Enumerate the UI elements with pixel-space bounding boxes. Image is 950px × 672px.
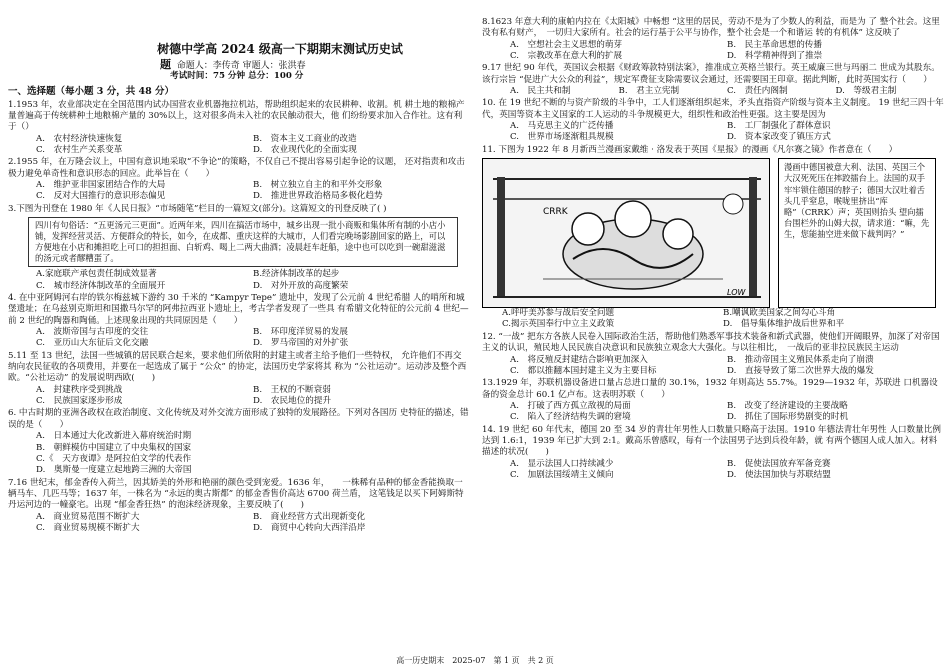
option[interactable]: A. 日本通过大化改新进入幕府统治时期	[36, 431, 192, 442]
paper-title: 树德中学高 2024 级高一下期期末测试历史试	[157, 42, 403, 56]
option[interactable]: A. 封建秩序受到挑战	[36, 384, 123, 395]
option[interactable]: A. 波斯帝国与古印度的交往	[36, 327, 149, 338]
question-8: 8.1623 年意大利的康帕内拉在《太阳城》中畅想 “这里的居民，劳动不是为了少数人的利益，而是为 了 整个社会。这里没有私有财产， 一切归大家所有。社会的运行基于公平与协作，整个社会是一个和谐运 转的有机体” 这反映了	[482, 17, 940, 39]
option[interactable]: B. 树立独立自主的和平外交形象	[253, 179, 383, 190]
question-11: 11. 下图为 1922 年 8 月新西兰漫画家戴维 · 洛发表于英国《星报》的漫画《凡尔赛之镜》作者意在（ ）	[482, 144, 898, 155]
cartoon-image	[482, 158, 770, 308]
option[interactable]: A. 商业贸易范围不断扩大	[36, 511, 140, 522]
option[interactable]: C. 农村生产关系变革	[36, 144, 123, 155]
title-tail: 题	[160, 58, 171, 71]
question-10: 10. 在 19 世纪不断的与资产阶级的斗争中，工人们逐渐组织起来，矛头直指资产阶级与资本主义制度。 19 世纪三四十年代，英国等资本主义国家的工人运动的斗争规模更大，组织性和政治性更强。这主要是因为	[482, 98, 944, 120]
question-7-options	[8, 512, 470, 535]
question-2: 2.1955 年，在万隆会议上，中国有意识地采取“不争论”的策略，不仅自己不提出容易引起争论的议题， 还对指责和攻击极力避免单奇性和意识形态的回应。此举旨在（ ）	[8, 157, 465, 179]
question-4-options	[8, 327, 470, 350]
option[interactable]: D. 倡导集体维护战后世界和平	[723, 319, 845, 330]
question-14-options	[482, 459, 944, 482]
option[interactable]: A. 维护亚非国家团结合作的大局	[36, 179, 166, 190]
option[interactable]: C.揭示英国奉行中立主义政策	[502, 319, 615, 330]
question-5-options	[8, 385, 470, 408]
newspaper-excerpt-box: 四川有句俗话：“五更汤元三更面”。近两年来，四川在搞活市场中，城乡出现一批小商贩和集体所有制的小店小铺，发挥经营灵活、方便群众的特长，如今，在成都、重庆这样的大城市，人们看完晚场影剧回家的路上，可以方便地在小店和摊担吃上可口的担担面、白斩鸡、喝上二两大曲酒；凌晨赶车赶船，途中也可以吃到一碗甜滋滋的汤元或者醪糟蛋了。	[28, 217, 458, 267]
option[interactable]: B. 民主革命思想的传播	[727, 39, 822, 50]
question-12: 12. “一战” 把东方各族人民卷入国际政治生活，帮助他们熟悉军事技术装备和新式武器，使他们开阔眼界，加深了对帝国主义的认识，殖民地人民民族自决意识和民族独立观念大大强化。与以往相比， 一战后的亚非拉民族民主运动	[482, 331, 940, 354]
cartoon-signature: LOW	[727, 288, 746, 298]
option[interactable]: D. 等级君主制	[835, 86, 897, 97]
option[interactable]: C. 城市经济体制改革的全面展开	[36, 280, 166, 291]
authors: 命题人：李传奇 审题人：张洪春	[176, 61, 306, 71]
option[interactable]: A. 农村经济快速恢复	[36, 133, 123, 144]
option[interactable]: B. 王权的不断衰弱	[253, 384, 331, 395]
question-8-options	[482, 40, 944, 63]
option[interactable]: B. 资本主义工商业的改造	[253, 133, 357, 144]
option[interactable]: C. 加剧法国绥靖主义倾向	[510, 469, 614, 480]
cartoon-figure	[482, 158, 944, 308]
option[interactable]: B. 朝鲜模仿中国建立了中央集权的国家	[36, 442, 192, 453]
option[interactable]: B.嘲讽欧美国家之间勾心斗角	[723, 308, 836, 319]
option[interactable]: C. 责任内阁制	[727, 86, 788, 97]
option[interactable]: B. 君主立宪制	[618, 86, 680, 97]
option[interactable]: D. 对外开放的高度繁荣	[253, 280, 349, 291]
option[interactable]: A.家庭联产承包责任制成效显著	[36, 269, 157, 280]
question-14: 14. 19 世纪 60 年代末，德国 20 至 34 岁的青壮年男性人口数量只略高于法国。1910 年德法青壮年男性 人口数量比例达到 1.6:1，1939 年已扩大到 2:1。戴高乐曾感叹，每有一个法国男子达到兵役年龄，就 有两个德国人成人加入。材料描述的状况( )	[482, 424, 941, 458]
option[interactable]: B. 工厂制强化了群体意识	[727, 121, 831, 132]
question-5: 5.11 至 13 世纪，法国一些城镇的居民联合起来，要求他们所依附的封建主或者主给予他们一些特权， 允许他们不再交纳向农民征收的各项费用，并要在一起选成了属于 “公众” 的协定，法国历史学家将其 称为 “公社运动”。运动涉及整个西欧。“公社运动” 的发展说明西欧( )	[8, 350, 467, 384]
option[interactable]: A. 民主共和制	[510, 86, 571, 97]
option[interactable]: A.呼吁美苏参与战后安全问题	[502, 308, 615, 319]
option[interactable]: C.《 天方夜谭》是阿拉伯文学的代表作	[36, 453, 192, 464]
option[interactable]: D. 资本家改变了镇压方式	[727, 132, 831, 143]
option[interactable]: D. 直接导致了第二次世界大战的爆发	[727, 365, 874, 376]
question-1-options	[8, 134, 470, 157]
option[interactable]: D. 农民地位的提升	[253, 396, 332, 407]
option[interactable]: C. 民族国家逐步形成	[36, 396, 123, 407]
right-column	[482, 16, 944, 481]
option[interactable]: C. 世界市场逐渐粗具规模	[510, 132, 614, 143]
option[interactable]: C. 反对大国推行的意识形态偏见	[36, 191, 166, 202]
option[interactable]: A. 显示法国人口持续减少	[510, 458, 614, 469]
option[interactable]: D. 抓住了国际形势剧变的时机	[727, 412, 849, 423]
option[interactable]: D. 科学精神得到了推崇	[727, 51, 823, 62]
question-7: 7.16 世纪末，郁金香传入荷兰，因其娇美的外形和艳丽的颜色受到宠爱。1636 年， 一株稀有品种的郁金香能换取一辆马车、几匹马等；1637 年，一株名为 “永远的奥古斯都” 的郁金香售价高达 6700 荷兰盾， 这笔钱足以买下阿姆斯特丹运河边的一幢豪宅。出现 “郁金香狂热” 的泡沫经济现象，主要反映了( )	[8, 477, 464, 511]
question-1: 1.1953 年，农业部决定在全国范围内试办国营农业机器拖拉机站，帮助组织起来的农民耕种、收割。机 耕土地的粮棉产量普遍高于传统耕种土地粮棉产量的 30%以上，这对很多尚未入社的农民触动很大，他 们纷纷要求加入合作社。这有利于（）	[8, 99, 465, 133]
question-11-options	[482, 308, 944, 331]
question-12-options	[482, 355, 944, 378]
option[interactable]: C. 陷入了经济结构失调的窘境	[510, 412, 631, 423]
question-13: 13.1929 年，苏联机器设备进口量占总进口量的 30.1%，1932 年则高达 55.7%。1929—1932 年，苏联进 口机器设备的资金总计 60.1 亿卢布。这表明苏联（ ）	[482, 378, 938, 400]
cartoon-sound-label: CRRK	[543, 207, 568, 218]
option[interactable]: B. 推动帝国主义殖民体系走向了崩溃	[727, 354, 874, 365]
option[interactable]: C. 都以推翻本国封建主义为主要目标	[510, 365, 657, 376]
exam-meta: 考试时间：75 分钟 总分：100 分	[170, 71, 304, 81]
option[interactable]: A. 马克思主义的广泛传播	[510, 121, 614, 132]
option[interactable]: B. 环印度洋贸易的发展	[253, 327, 348, 338]
page-footer: 高一历史期末 2025-07 第 1 页 共 2 页	[396, 656, 554, 665]
question-13-options	[482, 401, 944, 424]
option[interactable]: C. 亚历山大东征后文化交融	[36, 338, 149, 349]
option[interactable]: D. 商贸中心转向大西洋沿岸	[253, 522, 366, 533]
option[interactable]: D. 农业现代化的全面实现	[253, 144, 357, 155]
option[interactable]: D. 罗马帝国的对外扩张	[253, 338, 349, 349]
cartoon-drawing	[483, 159, 770, 308]
question-3-options	[8, 269, 470, 292]
section-heading: 一、选择题（每小题 3 分，共 48 分）	[8, 86, 175, 97]
option[interactable]: A. 将反殖反封建结合影响更加深入	[510, 354, 648, 365]
option[interactable]: C. 商业贸易规模不断扩大	[36, 522, 140, 533]
question-6: 6. 中古时期的亚洲各政权在政治制度、文化传统及对外交流方面形成了独特的发展路径。下列对各国历 史特征的描述，错误的是（ ）	[8, 408, 469, 430]
question-3: 3.下图为刊登在 1980 年《人民日报》“市场随笔”栏目的一篇短文(部分)。这篇短文的刊登反映了( )	[8, 203, 387, 214]
question-9: 9.17 世纪 90 年代，英国议会根据《财政筹款特别法案》，推准成立英格兰银行。英王威廉三世与玛丽二 世成为其股东。该行宗旨 “促进广大公众的利益”，规定军费征支除需要议会通过，还需要国王印章。据此判断，此时英国实行（ ）	[482, 63, 940, 85]
option[interactable]: B. 改变了经济建设的主要战略	[727, 400, 848, 411]
cartoon-caption: 漫画中德国被意大利、法国、英国三个大汉死死压在摔跤擂台上。法国的双手牢牢锁住德国的脖子；德国大汉吐着舌头几乎窒息，喉咙里挤出“库略”（CRRK）声；英国则抬头 望向擂台围栏外的山姆大叔，请求道：“嘛，先生，您能抽空进来做下裁判吗？”	[778, 158, 936, 308]
option[interactable]: A. 空想社会主义思想的萌芽	[510, 39, 623, 50]
left-column	[8, 84, 470, 534]
question-9-options	[482, 86, 944, 97]
option[interactable]: B. 商业经营方式出现新变化	[253, 511, 366, 522]
question-10-options	[482, 121, 944, 144]
question-4: 4. 在中亚阿姆河右岸的铁尔梅兹城下游约 30 千米的 “Kampyr Tepe” 遗址中，发现了公元前 4 世纪希腊 人的哨所和城堡遗址；在乌兹别克斯坦和国撒马尔罕的阿弗拉西亚卜遗址上，考古学者发现了一些具 有希腊文化特征的公元前 4 世纪—前 2 世纪的陶器和陶俑。上述现象出现的共同原因是（ ）	[8, 293, 469, 326]
question-2-options	[8, 180, 470, 203]
option[interactable]: D. 使法国加快与苏联结盟	[727, 469, 831, 480]
option[interactable]: C. 宗教改革在意大利的扩展	[510, 51, 623, 62]
option[interactable]: B.经济体制改革的起步	[253, 269, 340, 280]
option[interactable]: D. 推进世界政治格局多极化趋势	[253, 191, 383, 202]
option[interactable]: B. 促使法国放弃军备竞赛	[727, 458, 831, 469]
option[interactable]: A. 打破了西方孤立敌视的局面	[510, 400, 631, 411]
option[interactable]: D. 奥斯曼一度建立起地跨三洲的大帝国	[36, 465, 192, 476]
question-6-options	[8, 431, 470, 476]
